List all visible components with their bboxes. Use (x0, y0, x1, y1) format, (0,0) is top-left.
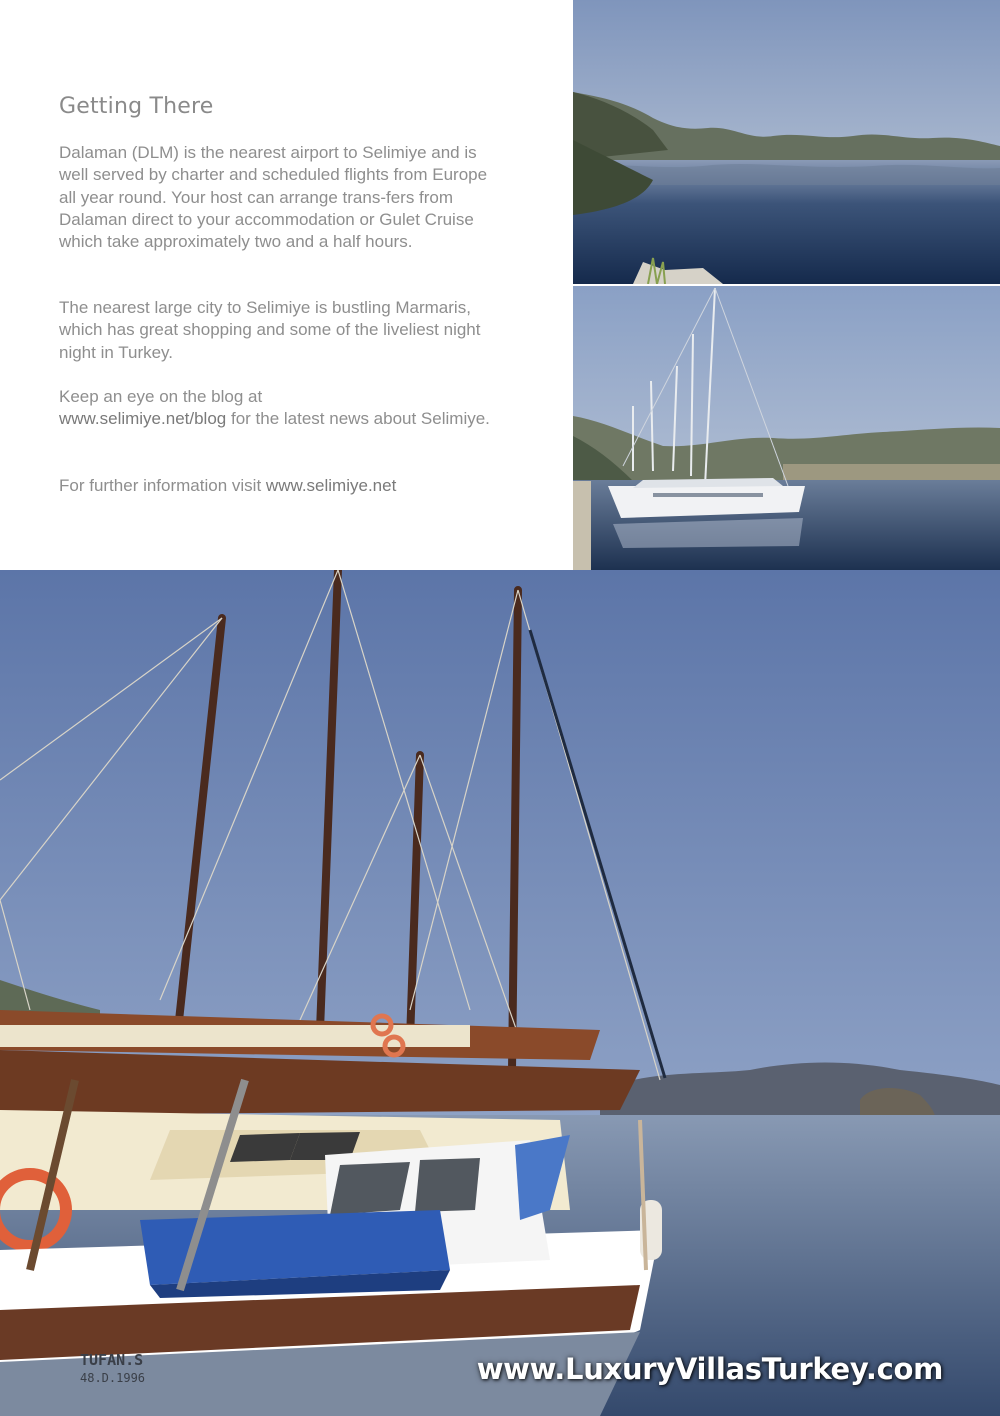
section-heading: Getting There (59, 94, 214, 119)
website-link[interactable]: www.selimiye.net (265, 476, 397, 495)
blog-text-after: for the latest news about Selimiye. (230, 409, 490, 429)
blog-text-before: Keep an eye on the blog at (59, 387, 263, 406)
airport-paragraph: Dalaman (DLM) is the nearest airport to Selimiye and is well served by charter and scheduled flights from Europe all year round. Your host can arrange trans-fers from Dalaman direct to your accommodation or Gulet Cruise which take approximately two and a half hours. (59, 143, 488, 252)
boat-registration-label: 48.D.1996 (80, 1371, 146, 1385)
footer-website[interactable]: www.LuxuryVillasTurkey.com (476, 1352, 943, 1386)
yacht-photo (573, 286, 1000, 570)
text-panel (0, 0, 573, 570)
gulet-harbour-photo (0, 570, 1000, 1416)
blog-link[interactable]: www.selimiye.net/blog (59, 409, 227, 429)
bay-photo (573, 0, 1000, 284)
boat-name-label: TUFAN.S (80, 1351, 144, 1369)
info-text-before: For further information visit (59, 476, 262, 495)
city-paragraph: The nearest large city to Selimiye is bustling Marmaris, which has great shopping and some of the liveliest night night in Turkey. (59, 298, 481, 362)
blog-paragraph (59, 386, 491, 431)
info-paragraph (59, 475, 491, 497)
